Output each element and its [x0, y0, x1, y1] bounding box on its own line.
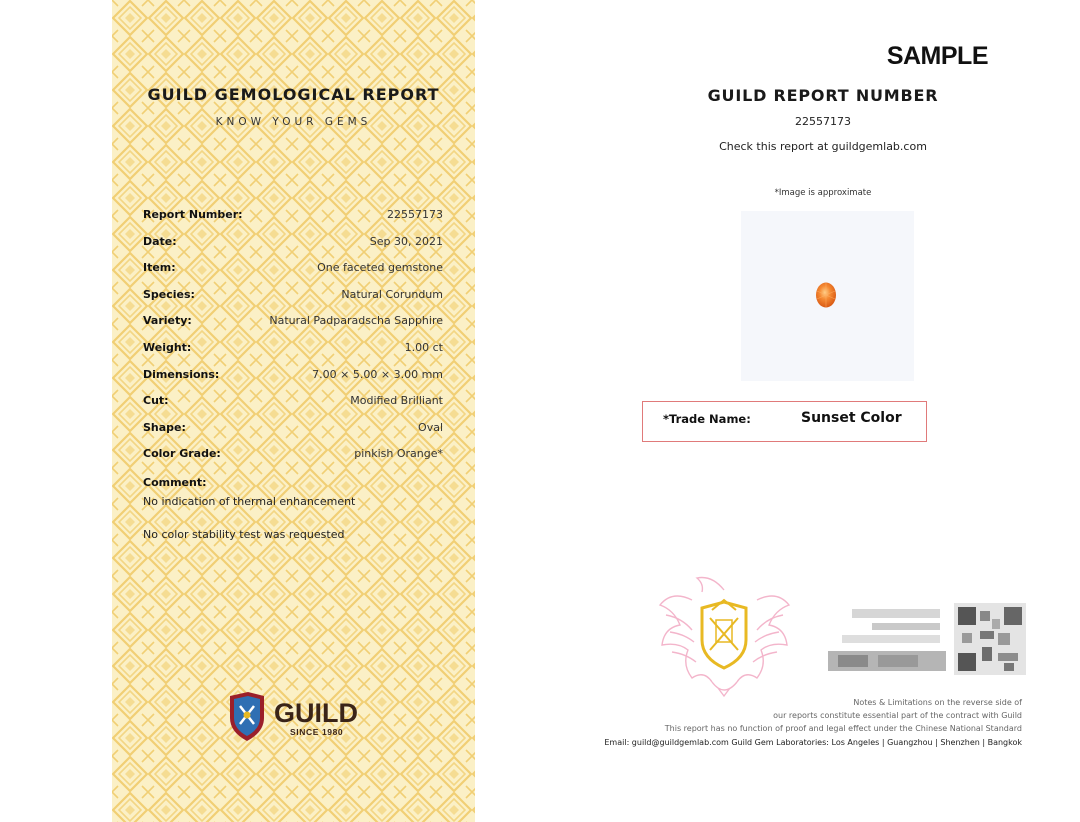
comment-label: Comment: — [143, 476, 207, 489]
field-label: Report Number: — [143, 208, 243, 221]
gemstone-icon — [815, 282, 837, 308]
field-label: Dimensions: — [143, 367, 220, 381]
field-label: Shape: — [143, 420, 186, 434]
field-color-grade — [143, 442, 443, 469]
field-variety — [143, 309, 443, 336]
qr-code-icon — [954, 603, 1026, 675]
field-value: One faceted gemstone — [317, 261, 443, 275]
field-label: Cut: — [143, 394, 169, 408]
guild-logo-wordmark: GUILD — [274, 698, 358, 728]
field-report-number — [143, 203, 443, 230]
eagle-seal-icon — [652, 570, 797, 700]
field-shape — [143, 416, 443, 443]
comment-line: No color stability test was requested — [143, 528, 345, 541]
contact-line: Email: guild@guildgemlab.com Guild Gem Laboratories: Los Angeles | Guangzhou | Shenzhen | Bangkok — [604, 738, 1022, 747]
left-panel-content — [112, 0, 475, 822]
field-value: Natural Padparadscha Sapphire — [269, 314, 443, 328]
field-value: pinkish Orange* — [354, 447, 443, 461]
field-label: Species: — [143, 287, 195, 301]
seal-shield-icon — [702, 600, 746, 668]
comment-line: No indication of thermal enhancement — [143, 495, 356, 508]
field-weight — [143, 336, 443, 363]
field-label: Variety: — [143, 314, 192, 328]
field-species — [143, 283, 443, 310]
guild-logo-since: SINCE 1980 — [290, 727, 344, 737]
trade-name-label: *Trade Name: — [663, 412, 751, 426]
report-tagline: KNOW YOUR GEMS — [215, 116, 372, 128]
field-item — [143, 256, 443, 283]
guild-logo — [228, 692, 368, 742]
report-fields — [143, 203, 443, 469]
field-value: 1.00 ct — [404, 340, 443, 354]
notes-line: our reports constitute essential part of the contract with Guild — [773, 711, 1022, 720]
report-number-value: 22557173 — [795, 115, 851, 128]
gem-photo — [741, 211, 914, 381]
field-value: 7.00 × 5.00 × 3.00 mm — [312, 367, 443, 381]
trade-name-box — [642, 401, 927, 442]
report-title: GUILD GEMOLOGICAL REPORT — [147, 85, 440, 104]
trade-name-value: Sunset Color — [801, 410, 902, 426]
notes-line: Notes & Limitations on the reverse side of — [853, 698, 1022, 707]
report-number-title: GUILD REPORT NUMBER — [707, 86, 939, 105]
blurred-signature-text — [828, 607, 948, 673]
notes-line: This report has no function of proof and legal effect under the Chinese National Standard — [664, 724, 1022, 733]
field-label: Date: — [143, 234, 177, 248]
field-value: 22557173 — [387, 208, 443, 221]
field-value: Oval — [418, 420, 443, 434]
image-approximate-note: *Image is approximate — [774, 188, 872, 198]
field-date — [143, 230, 443, 257]
field-dimensions — [143, 363, 443, 390]
guild-shield-icon — [230, 692, 264, 741]
field-label: Color Grade: — [143, 447, 221, 461]
field-label: Weight: — [143, 340, 192, 354]
field-value: Modified Brilliant — [350, 394, 443, 408]
field-value: Natural Corundum — [341, 287, 443, 301]
verify-link-text[interactable]: Check this report at guildgemlab.com — [719, 140, 927, 153]
field-value: Sep 30, 2021 — [369, 234, 443, 248]
sample-watermark: SAMPLE — [886, 42, 988, 70]
report-left-panel — [112, 0, 475, 822]
field-label: Item: — [143, 261, 176, 275]
field-cut — [143, 389, 443, 416]
